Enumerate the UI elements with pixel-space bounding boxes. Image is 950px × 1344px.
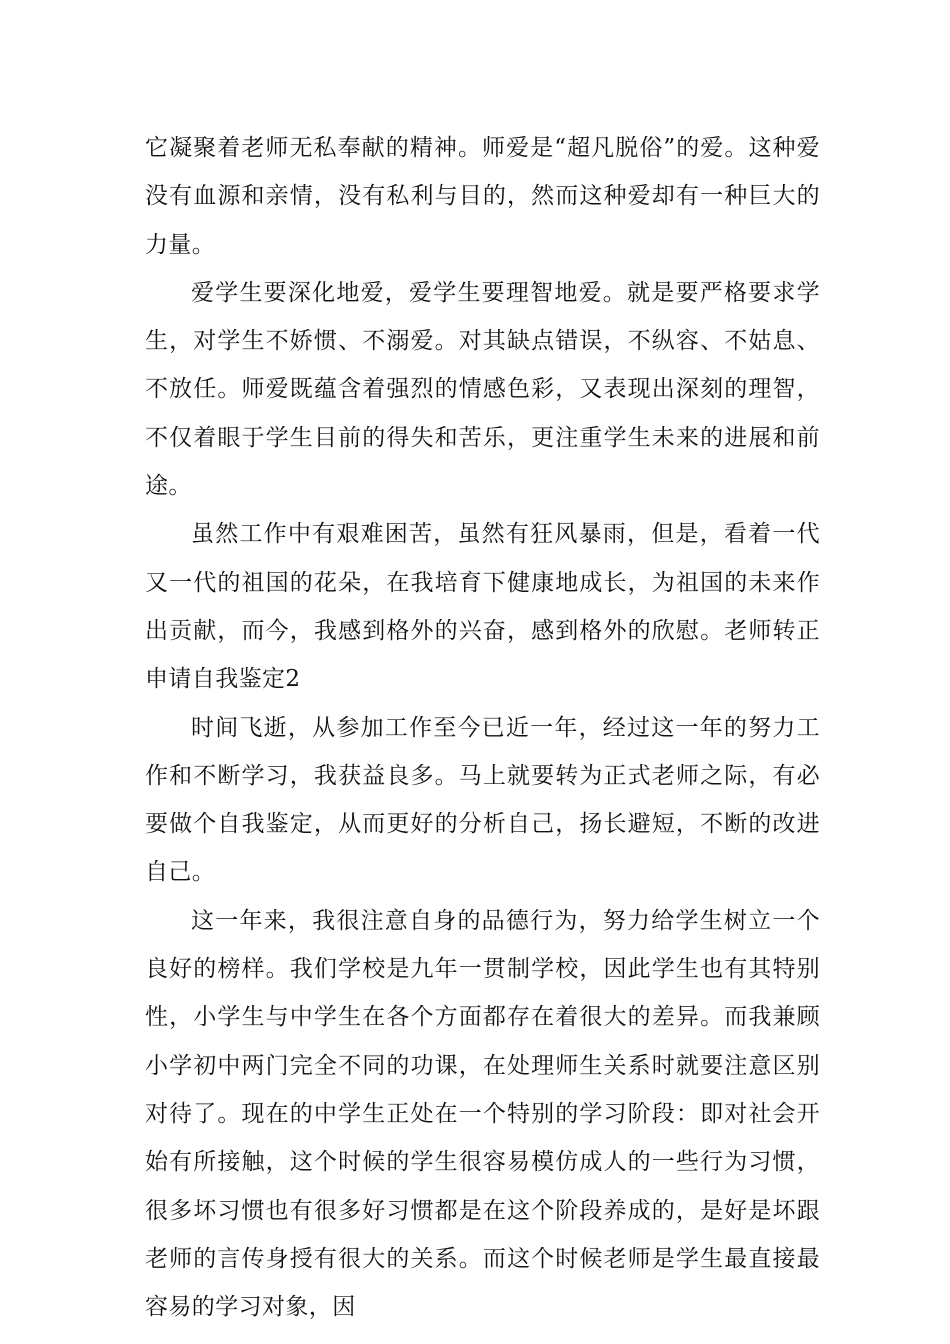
paragraph-time-flies: 时间飞逝，从参加工作至今已近一年，经过这一年的努力工作和不断学习，我获益良多。马上就要转为正式老师之际，有必要做个自我鉴定，从而更好的分析自己，扬长避短，不断的改进自己。 xyxy=(145,714,820,886)
paragraph-continuation: 它凝聚着老师无私奉献的精神。师爱是“超凡脱俗”的爱。这种爱没有血源和亲情，没有私利与目的，然而这种爱却有一种巨大的力量。 xyxy=(145,135,820,258)
paragraph-hardships: 虽然工作中有艰难困苦，虽然有狂风暴雨，但是，看着一代又一代的祖国的花朵，在我培育下健康地成长，为祖国的未来作出贡献，而今，我感到格外的兴奋，感到格外的欣慰。老师转正申请自我鉴定2 xyxy=(145,521,820,693)
paragraph-love-students: 爱学生要深化地爱，爱学生要理智地爱。就是要严格要求学生，对学生不娇惯、不溺爱。对其缺点错误，不纵容、不姑息、不放任。师爱既蕴含着强烈的情感色彩，又表现出深刻的理智，不仅着眼于学生目前的得失和苦乐，更注重学生未来的进展和前途。 xyxy=(145,279,820,500)
document-body xyxy=(145,124,820,1331)
paragraph-this-year: 这一年来，我很注意自身的品德行为，努力给学生树立一个良好的榜样。我们学校是九年一贯制学校，因此学生也有其特别性，小学生与中学生在各个方面都存在着很大的差异。而我兼顾小学初中两门完全不同的功课，在处理师生关系时就要注意区别对待了。现在的中学生正处在一个特别的学习阶段：即对社会开始有所接触，这个时候的学生很容易模仿成人的一些行为习惯，很多坏习惯也有很多好习惯都是在这个阶段养成的，是好是坏跟老师的言传身授有很大的关系。而这个时候老师是学生最直接最容易的学习对象，因 xyxy=(145,907,820,1321)
